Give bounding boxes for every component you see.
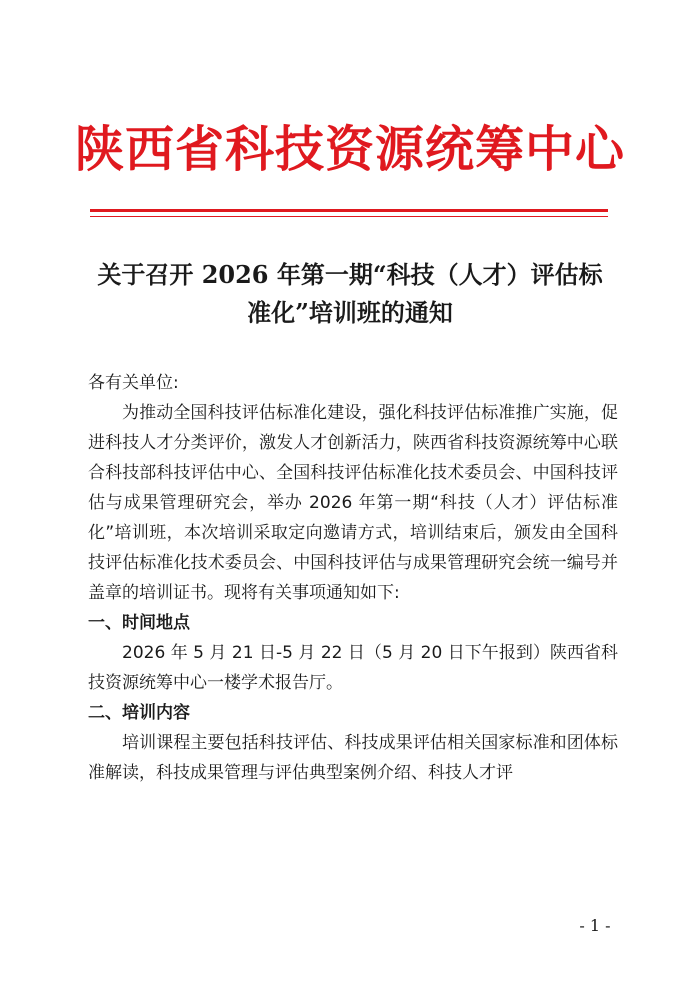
masthead-divider-thick [90, 209, 608, 212]
section-heading-time-place: 一、时间地点 [88, 613, 190, 633]
document-body [88, 368, 618, 788]
section-heading-training-content: 二、培训内容 [88, 703, 190, 723]
document-title-line2: 准化”培训班的通知 [247, 298, 453, 327]
section-paragraph-training-content: 培训课程主要包括科技评估、科技成果评估相关国家标准和团体标准解读，科技成果管理与评估典型案例介绍、科技人才评 [88, 733, 618, 783]
document-title [90, 256, 610, 332]
organization-masthead: 陕西省科技资源统筹中心 [74, 120, 625, 178]
section-paragraph-time-place: 2026 年 5 月 21 日-5 月 22 日（5 月 20 日下午报到）陕西省科技资源统筹中心一楼学术报告厅。 [88, 643, 618, 693]
page-number: - 1 - [579, 916, 611, 935]
masthead-divider-thin [90, 216, 608, 217]
document-title-line1: 关于召开 2026 年第一期“科技（人才）评估标 [97, 260, 603, 289]
salutation: 各有关单位: [88, 373, 179, 393]
intro-paragraph: 为推动全国科技评估标准化建设，强化科技评估标准推广实施，促进科技人才分类评价，激发人才创新活力，陕西省科技资源统筹中心联合科技部科技评估中心、全国科技评估标准化技术委员会、中国科技评估与成果管理研究会，举办 2026 年第一期“科技（人才）评估标准化”培训班，本次培训采取定向邀请方式，培训结束后，颁发由全国科技评估标准化技术委员会、中国科技评估与成果管理研究会统一编号并盖章的培训证书。现将有关事项通知如下: [88, 403, 618, 603]
